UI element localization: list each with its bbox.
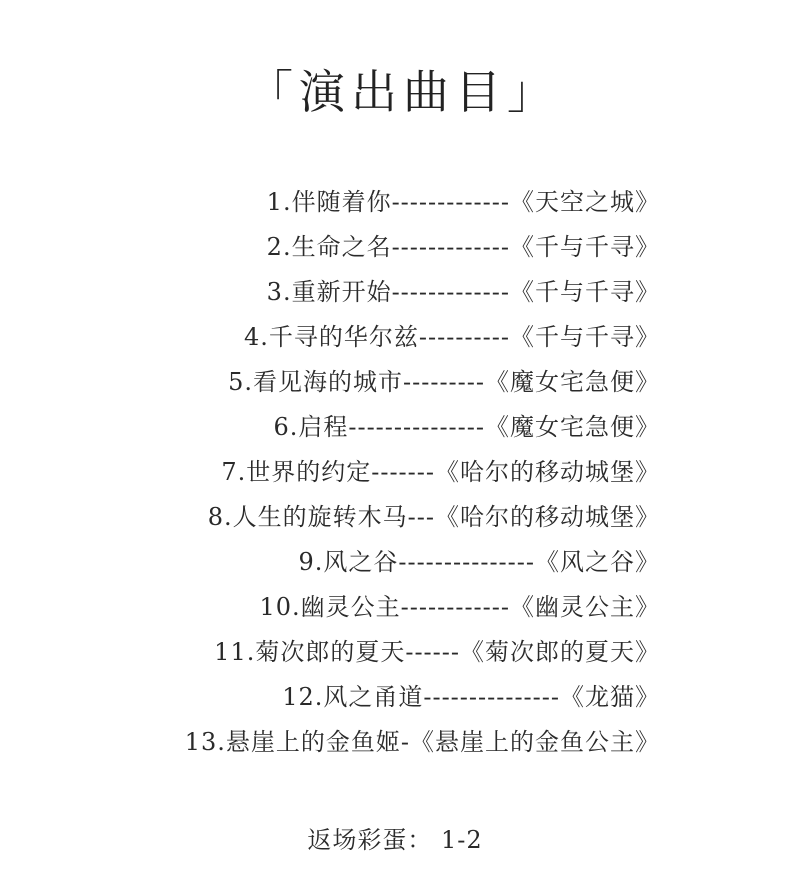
track-item-13: [0, 720, 790, 765]
track-text: 5.看见海的城市---------《魔女宅急便》: [228, 368, 660, 396]
track-text: 1.伴随着你-------------《天空之城》: [266, 188, 660, 216]
track-item-7: [0, 450, 790, 495]
track-text: 3.重新开始-------------《千与千寻》: [266, 278, 660, 306]
track-item-1: [0, 180, 790, 225]
page-title: 「演出曲目」: [247, 65, 559, 119]
track-text: 4.千寻的华尔兹----------《千与千寻》: [244, 323, 660, 351]
encore-note: 返场彩蛋： 1-2: [307, 826, 483, 854]
track-text: 12.风之甬道---------------《龙猫》: [282, 683, 660, 711]
track-item-9: [0, 540, 790, 585]
track-item-6: [0, 405, 790, 450]
track-item-3: [0, 270, 790, 315]
track-item-11: [0, 630, 790, 675]
track-item-4: [0, 315, 790, 360]
track-text: 8.人生的旋转木马---《哈尔的移动城堡》: [207, 503, 660, 531]
track-list: [0, 180, 790, 765]
track-item-5: [0, 360, 790, 405]
track-text: 9.风之谷---------------《风之谷》: [298, 548, 660, 576]
track-text: 11.菊次郎的夏天------《菊次郎的夏天》: [214, 638, 660, 666]
track-item-2: [0, 225, 790, 270]
track-text: 10.幽灵公主------------《幽灵公主》: [259, 593, 660, 621]
track-text: 13.悬崖上的金鱼姬-《悬崖上的金鱼公主》: [184, 728, 660, 756]
track-text: 6.启程---------------《魔女宅急便》: [273, 413, 660, 441]
track-text: 2.生命之名-------------《千与千寻》: [266, 233, 660, 261]
track-item-12: [0, 675, 790, 720]
track-item-8: [0, 495, 790, 540]
track-item-10: [0, 585, 790, 630]
track-text: 7.世界的约定-------《哈尔的移动城堡》: [221, 458, 660, 486]
